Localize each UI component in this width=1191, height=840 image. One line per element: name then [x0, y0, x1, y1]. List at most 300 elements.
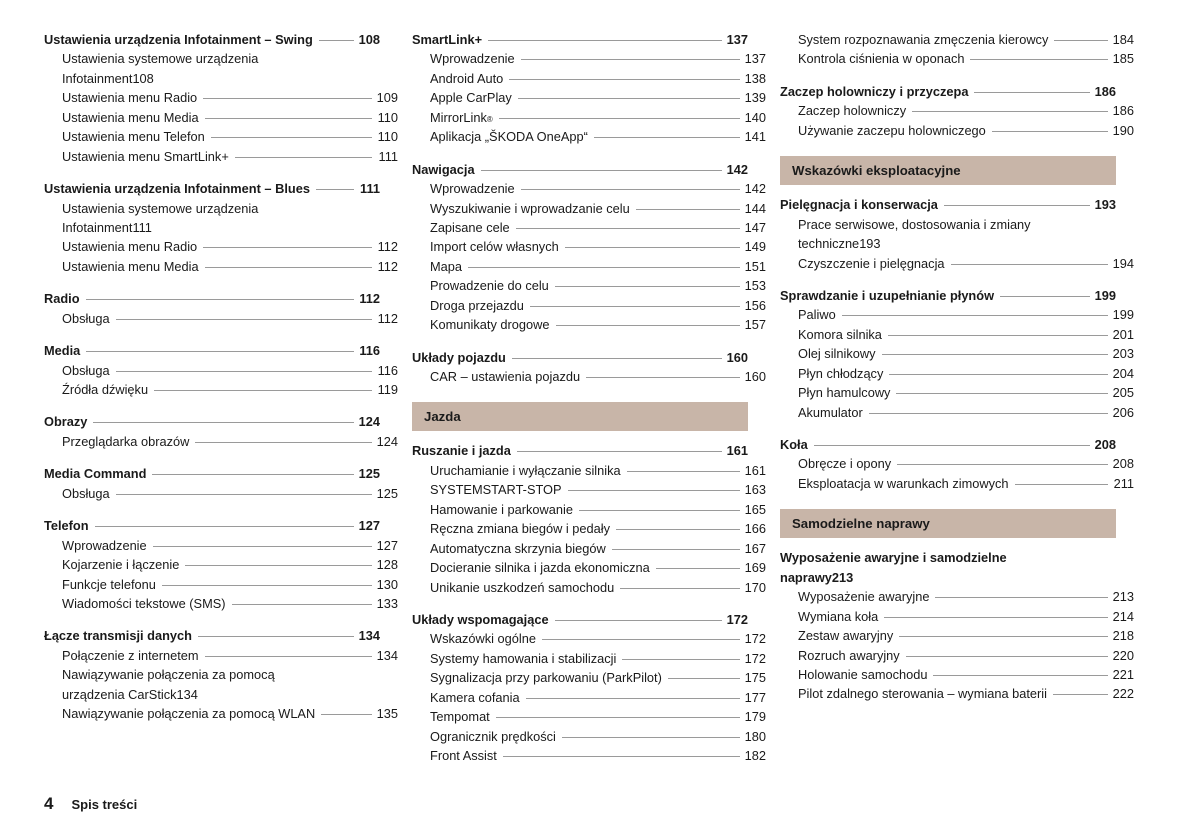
leader-line — [321, 713, 372, 715]
toc-entry[interactable] — [412, 160, 748, 179]
toc-entry-label: CAR – ustawienia pojazdu — [430, 369, 581, 384]
leader-line — [499, 117, 740, 119]
toc-entry[interactable] — [44, 127, 398, 146]
toc-page-number: 108 — [132, 70, 154, 86]
leader-line — [316, 188, 354, 190]
toc-entry[interactable] — [44, 199, 380, 238]
toc-entry[interactable] — [412, 688, 766, 707]
toc-entry[interactable] — [44, 536, 398, 555]
leader-line — [912, 110, 1108, 112]
toc-entry[interactable] — [412, 629, 766, 648]
toc-entry[interactable] — [412, 315, 766, 334]
toc-entry[interactable] — [780, 121, 1134, 140]
toc-entry[interactable] — [412, 441, 748, 460]
toc-entry[interactable] — [412, 707, 766, 726]
toc-entry[interactable] — [44, 594, 398, 613]
toc-entry[interactable] — [44, 257, 398, 276]
toc-page-number: 213 — [831, 569, 854, 585]
toc-page-number: 203 — [1112, 346, 1134, 362]
toc-entry-text: urządzenia CarStick — [62, 686, 177, 702]
toc-page-number: 111 — [360, 181, 380, 197]
leader-line — [211, 136, 372, 138]
leader-line — [899, 635, 1108, 637]
toc-entry[interactable] — [412, 276, 766, 295]
leader-line — [974, 91, 1090, 93]
toc-entry-label: Media — [44, 343, 81, 359]
toc-entry[interactable] — [44, 341, 380, 360]
toc-entry-label: Wyszukiwanie i wprowadzanie celu — [430, 200, 630, 216]
toc-entry[interactable] — [780, 454, 1134, 473]
toc-entry[interactable] — [44, 361, 398, 380]
toc-entry[interactable] — [412, 88, 766, 107]
toc-entry[interactable] — [412, 49, 766, 68]
toc-page-number: 165 — [744, 501, 766, 517]
toc-entry-label: Zaczep holowniczy i przyczepa — [780, 83, 969, 99]
leader-line — [555, 285, 740, 287]
leader-line — [933, 674, 1108, 676]
toc-page-number: 128 — [376, 557, 398, 573]
toc-entry[interactable] — [412, 108, 766, 127]
toc-page-number: 170 — [744, 579, 766, 595]
toc-page-number: 134 — [358, 628, 380, 644]
toc-entry-label: Układy wspomagające — [412, 611, 549, 627]
toc-entry-label: Wprowadzenie — [430, 181, 515, 197]
toc-page-number: 199 — [1112, 307, 1134, 323]
toc-page-number: 161 — [744, 462, 766, 478]
toc-entry-label: Wprowadzenie — [62, 537, 147, 553]
toc-page-number: 169 — [744, 560, 766, 576]
toc-page-number: 204 — [1112, 365, 1134, 381]
toc-page-number: 112 — [377, 239, 398, 255]
leader-line — [542, 638, 740, 640]
leader-line — [185, 564, 372, 566]
toc-entry[interactable] — [412, 649, 766, 668]
toc-entry-label: Obręcze i opony — [798, 456, 892, 472]
toc-entry[interactable] — [44, 309, 398, 328]
toc-entry-label: Kojarzenie i łączenie — [62, 557, 180, 573]
leader-line — [935, 596, 1108, 598]
toc-entry-label: Ręczna zmiana biegów i pedały — [430, 521, 610, 537]
toc-entry-label: Układy pojazdu — [412, 349, 506, 365]
leader-line — [897, 463, 1108, 465]
toc-page-number: 135 — [376, 706, 398, 722]
toc-page-number: 110 — [377, 109, 398, 125]
toc-entry-label: Ustawienia menu SmartLink+ — [62, 148, 229, 164]
toc-entry-label: Media Command — [44, 466, 147, 482]
toc-entry[interactable] — [44, 464, 380, 483]
toc-entry[interactable] — [780, 101, 1134, 120]
leader-line — [521, 188, 740, 190]
toc-entry-label: Hamowanie i parkowanie — [430, 501, 573, 517]
toc-page-number: 130 — [376, 576, 398, 592]
leader-line — [896, 392, 1108, 394]
toc-entry[interactable] — [44, 516, 380, 535]
leader-line — [512, 357, 722, 359]
toc-entry-label: Obsługa — [62, 310, 110, 326]
toc-entry-label: Nawiązywanie połączenia za pomocą — [62, 667, 275, 683]
toc-page-number: 221 — [1112, 666, 1134, 682]
toc-page-number: 175 — [744, 670, 766, 686]
toc-page-number: 125 — [358, 466, 380, 482]
toc-entry-label: Wskazówki ogólne — [430, 631, 536, 647]
toc-entry[interactable] — [412, 367, 766, 386]
leader-line — [153, 545, 372, 547]
toc-page-number: 109 — [376, 90, 398, 106]
toc-entry-label: System rozpoznawania zmęczenia kierowcy — [798, 32, 1049, 47]
toc-entry[interactable] — [780, 607, 1134, 626]
toc-page-number: 211 — [1113, 475, 1134, 491]
leader-line — [1000, 295, 1090, 297]
leader-line — [882, 353, 1108, 355]
toc-entry[interactable] — [44, 49, 380, 88]
toc-entry[interactable] — [412, 500, 766, 519]
leader-line — [526, 697, 740, 699]
toc-column-1 — [44, 30, 398, 724]
footer-page-number: 4 — [44, 794, 54, 813]
toc-entry[interactable] — [780, 215, 1116, 254]
toc-entry-label: Komora silnika — [798, 326, 882, 342]
toc-entry[interactable] — [412, 30, 748, 49]
leader-line — [205, 117, 372, 119]
leader-line — [205, 266, 372, 268]
leader-line — [116, 493, 372, 495]
toc-entry[interactable] — [44, 665, 380, 704]
toc-entry-label: Wprowadzenie — [430, 51, 515, 67]
toc-entry[interactable] — [44, 432, 398, 451]
toc-page-number: 137 — [726, 32, 748, 47]
leader-line — [1054, 39, 1108, 41]
toc-entry[interactable] — [780, 626, 1134, 645]
toc-entry-label: Paliwo — [798, 307, 836, 323]
toc-entry[interactable] — [780, 403, 1134, 422]
leader-line — [154, 389, 372, 391]
toc-entry[interactable] — [780, 474, 1134, 493]
toc-entry-label: Tempomat — [430, 709, 490, 725]
toc-entry-label: Wiadomości tekstowe (SMS) — [62, 595, 226, 611]
toc-page-number: 185 — [1112, 51, 1134, 67]
toc-page-number: 149 — [744, 239, 766, 255]
toc-entry-label: Czyszczenie i pielęgnacja — [798, 255, 945, 271]
toc-entry[interactable] — [44, 704, 398, 723]
toc-page-number: 182 — [744, 748, 766, 763]
toc-entry-label: Zapisane cele — [430, 219, 510, 235]
toc-entry-label: Apple CarPlay — [430, 90, 512, 106]
toc-entry[interactable] — [44, 626, 380, 645]
toc-page-number: 160 — [726, 349, 748, 365]
leader-line — [992, 130, 1108, 132]
toc-entry-label: Ogranicznik prędkości — [430, 728, 556, 744]
toc-entry-label: Komunikaty drogowe — [430, 317, 550, 333]
toc-entry-text: Infotainment — [62, 219, 133, 235]
toc-page-number: 116 — [377, 362, 398, 378]
toc-entry-label: Rozruch awaryjny — [798, 647, 900, 663]
toc-page-number: 111 — [378, 148, 398, 164]
toc-entry-label: Ustawienia systemowe urządzenia — [62, 200, 259, 216]
toc-entry[interactable] — [412, 348, 748, 367]
toc-page-number: 193 — [1094, 197, 1116, 213]
footer-label: Spis treści — [71, 797, 138, 812]
toc-page-number: 208 — [1094, 437, 1116, 452]
toc-entry-label: Używanie zaczepu holowniczego — [798, 122, 986, 138]
toc-entry[interactable] — [44, 575, 398, 594]
toc-entry[interactable] — [412, 578, 766, 597]
toc-entry-label-cont — [780, 568, 1116, 587]
leader-line — [1053, 693, 1108, 695]
toc-page-number: 177 — [744, 689, 766, 705]
toc-page-number: 151 — [744, 258, 766, 274]
leader-line — [556, 324, 740, 326]
toc-page-number: 124 — [376, 433, 398, 449]
toc-entry-label: Łącze transmisji danych — [44, 628, 192, 644]
toc-entry-label: Uruchamianie i wyłączanie silnika — [430, 462, 621, 478]
toc-entry-label: Wyposażenie awaryjne i samodzielne — [780, 550, 1007, 566]
toc-entry[interactable] — [412, 746, 766, 765]
toc-entry-text: Infotainment — [62, 70, 133, 86]
page-footer — [44, 794, 137, 814]
leader-line — [95, 525, 354, 527]
toc-page-number: 141 — [744, 129, 766, 145]
leader-line — [517, 450, 722, 452]
leader-line — [235, 156, 372, 158]
toc-page-number: 119 — [377, 382, 398, 397]
toc-entry[interactable] — [412, 199, 766, 218]
toc-page-number: 222 — [1112, 686, 1134, 702]
leader-line — [568, 489, 740, 491]
toc-entry[interactable] — [780, 30, 1134, 49]
toc-entry[interactable] — [412, 461, 766, 480]
leader-line — [888, 334, 1108, 336]
toc-entry[interactable] — [44, 88, 398, 107]
toc-page-number: 112 — [377, 258, 398, 274]
toc-page-number: 172 — [726, 611, 748, 627]
toc-page-number: 161 — [726, 443, 748, 459]
toc-page-number: 142 — [726, 161, 748, 177]
toc-page-number: 163 — [744, 482, 766, 498]
toc-page-number: 179 — [744, 709, 766, 725]
toc-page-number: 160 — [744, 369, 766, 384]
toc-page-number: 213 — [1112, 589, 1134, 605]
toc-entry[interactable] — [412, 558, 766, 577]
toc-entry-label: Holowanie samochodu — [798, 666, 928, 682]
toc-page-number: 208 — [1112, 456, 1134, 472]
toc-entry[interactable] — [412, 519, 766, 538]
toc-entry[interactable] — [780, 383, 1134, 402]
toc-entry-text: techniczne — [798, 236, 860, 252]
leader-line — [205, 655, 372, 657]
leader-line — [116, 370, 372, 372]
leader-line — [944, 204, 1090, 206]
toc-page-number: 199 — [1094, 287, 1116, 303]
chapter-banner: Samodzielne naprawy — [780, 509, 1116, 538]
toc-entry[interactable] — [44, 380, 398, 399]
toc-entry[interactable] — [780, 665, 1134, 684]
toc-entry-label: Droga przejazdu — [430, 297, 524, 313]
leader-line — [530, 305, 740, 307]
toc-entry[interactable] — [44, 108, 398, 127]
leader-line — [509, 78, 740, 80]
toc-page-number: 110 — [377, 129, 398, 145]
toc-entry-label: Pielęgnacja i konserwacja — [780, 197, 938, 213]
toc-columns — [44, 30, 1147, 765]
toc-entry-label: Olej silnikowy — [798, 346, 876, 362]
toc-entry-label: Obsługa — [62, 485, 110, 501]
toc-entry[interactable] — [780, 548, 1116, 587]
registered-mark: ® — [486, 114, 493, 124]
toc-entry[interactable] — [780, 325, 1134, 344]
toc-entry[interactable] — [44, 484, 398, 503]
leader-line — [521, 58, 740, 60]
toc-entry-label-cont — [62, 69, 380, 88]
toc-entry-label: Połączenie z internetem — [62, 647, 199, 663]
toc-entry[interactable] — [780, 364, 1134, 383]
toc-entry-label: Koła — [780, 437, 808, 452]
toc-entry-label: Telefon — [44, 518, 89, 534]
toc-entry-label: Ustawienia menu Radio — [62, 90, 198, 106]
toc-page-number: 127 — [376, 537, 398, 553]
toc-page-number: 180 — [744, 728, 766, 744]
toc-entry-label: Import celów własnych — [430, 239, 559, 255]
toc-page-number: 144 — [744, 200, 766, 216]
leader-line — [884, 616, 1108, 618]
toc-entry[interactable] — [44, 555, 398, 574]
toc-entry[interactable] — [412, 539, 766, 558]
toc-page-number: 184 — [1112, 32, 1134, 47]
toc-entry-label-cont — [62, 685, 380, 704]
toc-entry-label: Aplikacja „ŠKODA OneApp“ — [430, 129, 588, 145]
toc-entry-label: Ustawienia menu Radio — [62, 239, 198, 255]
leader-line — [970, 58, 1108, 60]
toc-page-number: 147 — [744, 219, 766, 235]
toc-entry-label: Sprawdzanie i uzupełnianie płynów — [780, 287, 995, 303]
toc-entry[interactable] — [780, 254, 1134, 273]
toc-entry-label: Wyposażenie awaryjne — [798, 589, 930, 605]
leader-line — [612, 548, 740, 550]
toc-page-number: 112 — [359, 291, 380, 307]
leader-line — [162, 584, 372, 586]
toc-entry[interactable] — [780, 82, 1116, 101]
toc-entry[interactable] — [44, 30, 380, 49]
leader-line — [86, 350, 354, 352]
leader-line — [232, 603, 372, 605]
toc-entry-label: Ustawienia menu Telefon — [62, 129, 205, 145]
toc-page-number: 108 — [358, 32, 380, 47]
toc-page-number: 172 — [744, 631, 766, 647]
leader-line — [86, 298, 354, 300]
toc-entry-label: Prace serwisowe, dostosowania i zmiany — [798, 216, 1031, 232]
toc-entry-label: Android Auto — [430, 70, 504, 86]
toc-page-number: 201 — [1112, 326, 1134, 342]
toc-entry[interactable] — [412, 179, 766, 198]
toc-entry-label: MirrorLink — [430, 109, 487, 125]
toc-entry[interactable] — [44, 412, 380, 431]
toc-entry-label: Płyn chłodzący — [798, 365, 884, 381]
leader-line — [636, 208, 740, 210]
toc-entry[interactable] — [412, 668, 766, 687]
toc-entry[interactable] — [412, 296, 766, 315]
toc-entry-label: Automatyczna skrzynia biegów — [430, 540, 606, 556]
leader-line — [627, 470, 740, 472]
toc-entry[interactable] — [780, 646, 1134, 665]
toc-entry[interactable] — [780, 49, 1134, 68]
toc-entry[interactable] — [44, 289, 380, 308]
toc-entry-label: Unikanie uszkodzeń samochodu — [430, 579, 615, 595]
leader-line — [496, 716, 740, 718]
toc-entry[interactable] — [780, 286, 1116, 305]
toc-page-number: 220 — [1112, 647, 1134, 663]
toc-entry[interactable] — [412, 69, 766, 88]
toc-page-number: 190 — [1112, 122, 1134, 138]
leader-line — [195, 441, 372, 443]
toc-page-number: 112 — [377, 310, 398, 326]
toc-entry[interactable] — [412, 127, 766, 146]
toc-entry[interactable] — [780, 344, 1134, 363]
leader-line — [203, 97, 372, 99]
toc-entry[interactable] — [780, 587, 1134, 606]
toc-entry-label: Obsługa — [62, 362, 110, 378]
toc-entry-label: Docieranie silnika i jazda ekonomiczna — [430, 560, 650, 576]
toc-entry[interactable] — [780, 305, 1134, 324]
leader-line — [198, 635, 354, 637]
toc-entry-label: Źródła dźwięku — [62, 382, 149, 397]
leader-line — [488, 39, 722, 41]
toc-entry-text: naprawy — [780, 569, 832, 585]
toc-entry[interactable] — [44, 147, 398, 166]
leader-line — [842, 314, 1108, 316]
toc-entry[interactable] — [44, 646, 398, 665]
toc-page-number: 140 — [744, 109, 766, 125]
chapter-banner: Wskazówki eksploatacyjne — [780, 156, 1116, 185]
toc-entry[interactable] — [780, 195, 1116, 214]
toc-entry[interactable] — [780, 684, 1134, 703]
toc-page-number: 153 — [744, 278, 766, 294]
toc-page-number: 133 — [376, 595, 398, 611]
toc-entry[interactable] — [44, 237, 398, 256]
toc-entry-label-cont — [798, 234, 1116, 253]
leader-line — [565, 246, 740, 248]
toc-entry-label: Radio — [44, 291, 80, 307]
toc-page-number: 111 — [132, 219, 152, 235]
toc-entry[interactable] — [412, 727, 766, 746]
toc-page-number: 205 — [1112, 385, 1134, 401]
leader-line — [516, 227, 740, 229]
toc-page-number: 124 — [358, 414, 380, 430]
toc-entry[interactable] — [412, 257, 766, 276]
toc-entry-label: Eksploatacja w warunkach zimowych — [798, 475, 1009, 491]
toc-entry[interactable] — [412, 610, 748, 629]
toc-entry-label: Ustawienia urządzenia Infotainment – Swing — [44, 32, 313, 47]
toc-entry[interactable] — [412, 480, 766, 499]
toc-entry-label: Mapa — [430, 258, 463, 274]
toc-page-number: 194 — [1112, 255, 1134, 271]
toc-entry[interactable] — [44, 179, 380, 198]
toc-entry-label: SYSTEMSTART-STOP — [430, 482, 562, 498]
toc-entry[interactable] — [412, 218, 766, 237]
leader-line — [555, 619, 722, 621]
toc-entry-label: Pilot zdalnego sterowania – wymiana baterii — [798, 686, 1047, 702]
toc-page-number: 166 — [744, 521, 766, 537]
toc-column-2 — [412, 30, 766, 765]
toc-entry-label: Nawiązywanie połączenia za pomocą WLAN — [62, 706, 316, 722]
toc-page-number: 193 — [859, 236, 881, 252]
toc-entry-label: Zaczep holowniczy — [798, 103, 907, 119]
toc-entry[interactable] — [780, 435, 1116, 454]
toc-page-number: 157 — [744, 317, 766, 333]
leader-line — [1015, 483, 1108, 485]
toc-page-number: 218 — [1112, 628, 1134, 644]
leader-line — [203, 246, 372, 248]
toc-entry[interactable] — [412, 237, 766, 256]
toc-entry-label: Akumulator — [798, 404, 863, 420]
